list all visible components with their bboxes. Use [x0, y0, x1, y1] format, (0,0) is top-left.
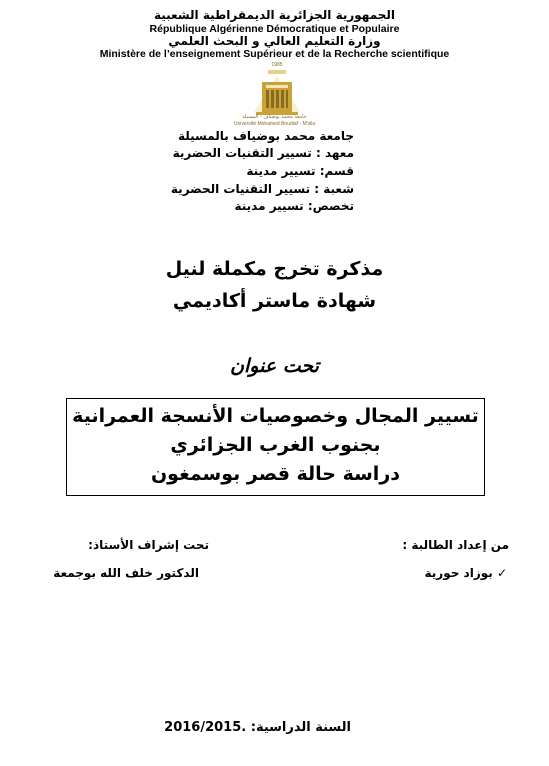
logo-year: 1985 [271, 62, 283, 68]
degree-line-1: مذكرة تخرج مكملة لنيل [165, 258, 384, 280]
university-name: جامعة محمد بوضياف بالمسيلة [177, 129, 354, 143]
republic-arabic: الجمهورية الجزائرية الديمقراطية الشعبية [153, 8, 396, 22]
university-logo [246, 68, 308, 120]
prepared-by-label: من إعداد الطالبة : [402, 538, 509, 552]
university-emblem-icon [246, 68, 308, 120]
logo-name-arabic: جامعة محمد بوضياف - المسيلة [242, 114, 307, 120]
branch-name: شعبة : تسيير التقنيات الحضرية [170, 182, 354, 196]
ministry-arabic: وزارة التعليم العالي و البحث العلمي [168, 34, 381, 48]
student-entry [425, 566, 508, 580]
logo-name-french: Université Mohamed Boudiaf - M'sila [233, 121, 316, 127]
academic-year-value: 2016/2015. [164, 720, 247, 735]
supervisor-name: الدكتور خلف الله بوجمعة [53, 566, 199, 580]
under-title-label: تحت عنوان [230, 355, 319, 377]
supervisor-label: تحت إشراف الأستاذ: [88, 538, 209, 552]
republic-french: République Algérienne Démocratique et Populaire [149, 23, 400, 35]
thesis-title-line-3: دراسة حالة قصر بوسمغون [150, 463, 401, 485]
thesis-title-line-2: بجنوب الغرب الجزائري [170, 434, 381, 456]
ministry-french: Ministère de l’enseignement Supérieur et de la Recherche scientifique [99, 48, 450, 60]
institute-name: معهد : تسيير التقنيات الحضرية [172, 146, 354, 160]
academic-year [164, 720, 351, 735]
student-name: بوزاد حورية [424, 566, 493, 580]
academic-year-label: السنة الدراسية: [250, 720, 351, 735]
check-mark-icon: ✓ [496, 566, 507, 580]
degree-line-2: شهادة ماستر أكاديمي [172, 290, 377, 312]
thesis-title-line-1: تسيير المجال وخصوصيات الأنسجة العمرانية [72, 405, 479, 427]
specialty-name: تخصص: تسيير مدينة [234, 199, 354, 213]
department-name: قسم: تسيير مدينة [246, 164, 354, 178]
